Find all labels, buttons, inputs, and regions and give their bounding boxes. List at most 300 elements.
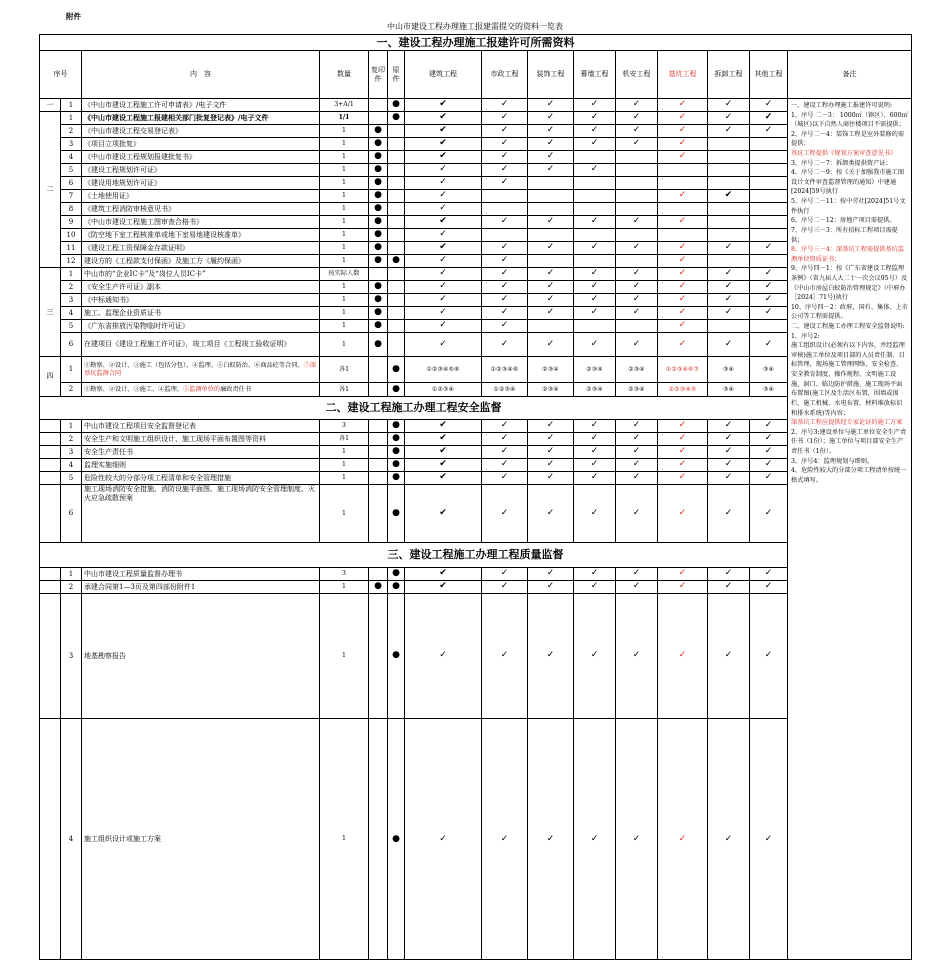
header-municipal: 市政工程 [482, 51, 528, 99]
curtain-check: ✓ [574, 420, 616, 433]
foundation-check: ✓ [658, 268, 708, 281]
curtain-check: ✓ [574, 333, 616, 357]
note-line: 2、序号3:建设单位与施工单位安全生产责任书（1份）；施工单位与项目部安全生产责任书（1份）。 [791, 428, 907, 455]
mechanical-check: ✓ [616, 99, 658, 112]
original-mark: ● [388, 472, 405, 485]
municipal-check: ✓ [482, 242, 528, 255]
other-check [750, 216, 788, 229]
curtain-check: ✓ [574, 446, 616, 459]
foundation-check: ✓ [658, 112, 708, 125]
curtain-check: ✓ [574, 281, 616, 294]
original-mark [388, 151, 405, 164]
header-curtain: 幕墙工程 [574, 51, 616, 99]
curtain-contracts: ②③④ [574, 383, 616, 397]
foundation-check: ✓ [658, 446, 708, 459]
row-number: 1 [61, 420, 82, 433]
foundation-check: ✓ [658, 320, 708, 333]
foundation-check: ✓ [658, 242, 708, 255]
building-check: ✔ [405, 472, 482, 485]
table-row [40, 333, 912, 357]
table-row [40, 581, 912, 594]
row-content: 施工、监理企业资质证书 [82, 307, 320, 320]
header-copy: 复印件 [369, 51, 388, 99]
decoration-check [528, 203, 574, 216]
original-mark [388, 190, 405, 203]
decoration-check: ✓ [528, 594, 574, 719]
table-row [40, 255, 912, 268]
original-mark [388, 268, 405, 281]
municipal-check: ✓ [482, 433, 528, 446]
copy-mark [369, 112, 388, 125]
group-number [40, 420, 61, 433]
curtain-check [574, 320, 616, 333]
other-check: ✓ [750, 307, 788, 320]
header-other: 其他工程 [750, 51, 788, 99]
municipal-check: ✓ [482, 307, 528, 320]
copy-mark: ● [369, 307, 388, 320]
mechanical-check: ✓ [616, 459, 658, 472]
mechanical-check [616, 190, 658, 203]
demolition-check: ✓ [708, 242, 750, 255]
row-number: 4 [61, 459, 82, 472]
original-mark: ● [388, 433, 405, 446]
mechanical-check: ✓ [616, 433, 658, 446]
mechanical-check: ✓ [616, 294, 658, 307]
other-check: ✓ [750, 459, 788, 472]
decoration-contracts: ②③④ [528, 357, 574, 383]
foundation-check: ✓ [658, 294, 708, 307]
demolition-check: ✓ [708, 268, 750, 281]
row-content [82, 357, 320, 383]
municipal-check: ✓ [482, 125, 528, 138]
row-number: 9 [61, 216, 82, 229]
building-check: ✓ [405, 229, 482, 242]
building-check: ✓ [405, 203, 482, 216]
decoration-check: ✓ [528, 472, 574, 485]
row-number: 5 [61, 472, 82, 485]
curtain-check: ✓ [574, 459, 616, 472]
municipal-check: ✓ [482, 719, 528, 960]
row-number: 6 [61, 485, 82, 543]
municipal-check: ✓ [482, 446, 528, 459]
foundation-check [658, 177, 708, 190]
group-number: 二 [40, 112, 61, 268]
table-row [40, 125, 912, 138]
building-check: ✔ [405, 151, 482, 164]
foundation-check: ✓ [658, 459, 708, 472]
mechanical-check: ✓ [616, 333, 658, 357]
attachment-label: 附件 [66, 12, 81, 21]
municipal-check: ✓ [482, 151, 528, 164]
header-remark: 备注 [788, 51, 912, 99]
other-check: ✓ [750, 581, 788, 594]
row-content: 地基勘察报告 [82, 594, 320, 719]
municipal-check: ✓ [482, 177, 528, 190]
curtain-check: ✓ [574, 138, 616, 151]
document-title: 中山市建设工程办理施工报建需提交的资料一览表 [387, 22, 563, 31]
row-content: 《安全生产许可证》副本 [82, 281, 320, 294]
row-number: 12 [61, 255, 82, 268]
original-mark [388, 320, 405, 333]
original-mark: ● [388, 459, 405, 472]
curtain-check [574, 177, 616, 190]
row-number: 3 [61, 594, 82, 719]
demolition-check [708, 177, 750, 190]
group-number [40, 472, 61, 485]
copy-mark [369, 433, 388, 446]
decoration-check: ✓ [528, 281, 574, 294]
decoration-check: ✓ [528, 459, 574, 472]
foundation-check: ✓ [658, 99, 708, 112]
building-check: ✔ [405, 420, 482, 433]
mechanical-check: ✓ [616, 594, 658, 719]
demolition-check [708, 151, 750, 164]
municipal-check: ✓ [482, 216, 528, 229]
row-quantity: 1 [320, 203, 369, 216]
curtain-check: ✓ [574, 125, 616, 138]
other-check [750, 177, 788, 190]
copy-mark [369, 268, 388, 281]
original-mark [388, 307, 405, 320]
building-check: ✓ [405, 177, 482, 190]
mechanical-check: ✓ [616, 216, 658, 229]
other-check: ✓ [750, 485, 788, 543]
curtain-check: ✓ [574, 294, 616, 307]
mechanical-check: ✓ [616, 307, 658, 320]
group-number: 三 [40, 268, 61, 357]
municipal-check [482, 229, 528, 242]
other-check: ✓ [750, 446, 788, 459]
mechanical-check [616, 177, 658, 190]
row-number: 2 [61, 125, 82, 138]
foundation-check: ✓ [658, 581, 708, 594]
demolition-check: ✓ [708, 594, 750, 719]
note-line: 一、建设工程办理施工报建许可说明: [791, 102, 893, 109]
group-number [40, 459, 61, 472]
other-check [750, 320, 788, 333]
demolition-check: ✓ [708, 472, 750, 485]
curtain-check [574, 255, 616, 268]
curtain-contracts: ②③④ [574, 357, 616, 383]
row-quantity: 1 [320, 281, 369, 294]
foundation-check [658, 164, 708, 177]
municipal-check: ✓ [482, 294, 528, 307]
demolition-contracts: ③④ [708, 383, 750, 397]
mechanical-check: ✓ [616, 268, 658, 281]
mechanical-check: ✓ [616, 446, 658, 459]
demolition-check: ✓ [708, 294, 750, 307]
row-number: 3 [61, 294, 82, 307]
table-row [40, 383, 912, 397]
other-check: ✓ [750, 420, 788, 433]
row-content: 《建筑工程消防审核意见书》 [82, 203, 320, 216]
original-mark [388, 281, 405, 294]
mechanical-check [616, 320, 658, 333]
table-row [40, 485, 912, 543]
original-mark: ● [388, 485, 405, 543]
other-check [750, 164, 788, 177]
decoration-contracts: ②③④ [528, 383, 574, 397]
mechanical-check: ✓ [616, 420, 658, 433]
building-check: ✔ [405, 112, 482, 125]
building-check: ✓ [405, 268, 482, 281]
foundation-check: ✓ [658, 472, 708, 485]
copy-mark: ● [369, 203, 388, 216]
foundation-check: ✓ [658, 190, 708, 203]
header-orig: 原件 [388, 51, 405, 99]
row-quantity: 1 [320, 164, 369, 177]
copy-mark [369, 357, 388, 383]
decoration-check: ✓ [528, 242, 574, 255]
note-line: 二、建设工程施工办理工程安全监督说明: [791, 323, 905, 331]
demolition-check [708, 229, 750, 242]
header-decoration: 装饰工程 [528, 51, 574, 99]
copy-mark: ● [369, 294, 388, 307]
decoration-check: ✓ [528, 216, 574, 229]
row-quantity: 1 [320, 446, 369, 459]
row-number: 7 [61, 190, 82, 203]
row-number: 5 [61, 164, 82, 177]
other-check: ✓ [750, 472, 788, 485]
other-check: ✓ [750, 594, 788, 719]
municipal-check: ✓ [482, 581, 528, 594]
row-content: 《广东省排放污染物临时许可证》 [82, 320, 320, 333]
decoration-check [528, 255, 574, 268]
table-row [40, 472, 912, 485]
row-content: 建设方的《工程款支付保函》及施工方《履约保函》 [82, 255, 320, 268]
copy-mark [369, 472, 388, 485]
row-content: 在建项目《建设工程施工许可证》，竣工项目《工程竣工验收证明》 [82, 333, 320, 357]
row-quantity: 3+A/1 [320, 99, 369, 112]
foundation-check: ✓ [658, 307, 708, 320]
row-quantity: 1 [320, 459, 369, 472]
decoration-check: ✓ [528, 99, 574, 112]
row-content: 《项目立项批复》 [82, 138, 320, 151]
foundation-check: ✓ [658, 216, 708, 229]
foundation-contracts: ①②③④⑥⑦ [658, 357, 708, 383]
row-number: 8 [61, 203, 82, 216]
row-content: 《建设工程工资保障金存款证明》 [82, 242, 320, 255]
decoration-check [528, 229, 574, 242]
row-content-red: ⑦深基坑监测合同 [84, 361, 317, 377]
building-check: ✓ [405, 307, 482, 320]
row-quantity: 1 [320, 177, 369, 190]
municipal-check: ✓ [482, 320, 528, 333]
original-mark: ● [388, 383, 405, 397]
row-content: 《中山市建设工程施工许可申请表》/电子文件 [82, 99, 320, 112]
row-quantity: 1 [320, 485, 369, 543]
table-row [40, 357, 912, 383]
copy-mark [369, 719, 388, 960]
municipal-check: ✓ [482, 333, 528, 357]
building-contracts: ①②③④⑤⑥ [405, 357, 482, 383]
municipal-contracts: ①②③④ [482, 383, 528, 397]
row-number: 1 [61, 112, 82, 125]
original-mark: ● [388, 112, 405, 125]
note-line: 5、序号二－11：按中劳社[2024]51号文件执行 [791, 198, 906, 215]
table-row [40, 294, 912, 307]
mechanical-check: ✓ [616, 242, 658, 255]
other-check: ✓ [750, 268, 788, 281]
mechanical-contracts: ②③④ [616, 357, 658, 383]
demolition-check: ✓ [708, 420, 750, 433]
municipal-check: ✓ [482, 472, 528, 485]
decoration-check: ✓ [528, 138, 574, 151]
row-content: 《中山市建设工程规划报建批复书》 [82, 151, 320, 164]
table-row [40, 459, 912, 472]
header-qty: 数量 [320, 51, 369, 99]
decoration-check: ✓ [528, 112, 574, 125]
municipal-check: ✓ [482, 268, 528, 281]
decoration-check [528, 177, 574, 190]
row-number: 6 [61, 333, 82, 357]
row-number: 2 [61, 383, 82, 397]
note-line: 深基坑工程应提供经专家论证的施工方案 [791, 419, 903, 427]
decoration-check: ✓ [528, 333, 574, 357]
copy-mark [369, 99, 388, 112]
header-building: 建筑工程 [405, 51, 482, 99]
row-number: 1 [61, 357, 82, 383]
note-line: 基坑工程提供《规划方案审查意见书》 [791, 150, 897, 158]
demolition-check: ✔ [708, 190, 750, 203]
table-row [40, 190, 912, 203]
row-number: 2 [61, 281, 82, 294]
row-content: 中山市的“企业IC卡”及“岗位人员IC卡” [82, 268, 320, 281]
row-content-part: ①勘察、②设计、③施工、④监理、 [84, 385, 183, 393]
row-number: 4 [61, 719, 82, 960]
row-quantity: 1 [320, 307, 369, 320]
municipal-check: ✓ [482, 112, 528, 125]
curtain-check: ✓ [574, 164, 616, 177]
group-number [40, 581, 61, 594]
row-quantity: 1 [320, 472, 369, 485]
copy-mark: ● [369, 151, 388, 164]
note-line: 3、序号4：监理规划与细则。 [791, 457, 874, 465]
curtain-check: ✓ [574, 719, 616, 960]
note-line: 3、序号二－7：拆卸类提供资产证； [791, 159, 892, 167]
curtain-check [574, 203, 616, 216]
original-mark: ● [388, 99, 405, 112]
building-check: ✔ [405, 99, 482, 112]
foundation-check: ✓ [658, 433, 708, 446]
row-quantity: 3 [320, 420, 369, 433]
other-check: ✓ [750, 294, 788, 307]
demolition-check: ✓ [708, 581, 750, 594]
foundation-check: ✓ [658, 719, 708, 960]
row-content: 承建合同第1—3页及第四部份附件1 [82, 581, 320, 594]
group-number: 一 [40, 99, 61, 112]
curtain-check: ✓ [574, 568, 616, 581]
copy-mark: ● [369, 177, 388, 190]
row-number: 2 [61, 433, 82, 446]
note-line: 施工组织设计(必须有以下内容，并经监理审核)施工单位及项目部的人员责任制、目标管理、现场施工管理网络、安全检查、安全教育制度、操作规程、文明施工设施、洞口、临边防护措施、施工现场平面布置图(施工区及生活区布置，围墙或围栏、施工机械、水电布置，材料堆放标识和排水系统)等内容； [791, 342, 905, 417]
decoration-check: ✓ [528, 581, 574, 594]
row-content: 安全生产责任书 [82, 446, 320, 459]
curtain-check: ✓ [574, 99, 616, 112]
demolition-check: ✓ [708, 281, 750, 294]
row-quantity: 1 [320, 229, 369, 242]
foundation-check: ✓ [658, 125, 708, 138]
remarks-notes [788, 99, 912, 960]
row-content: 《建设用地规划许可证》 [82, 177, 320, 190]
row-content: 《中标通知书》 [82, 294, 320, 307]
copy-mark [369, 420, 388, 433]
demolition-check: ✓ [708, 568, 750, 581]
original-mark [388, 333, 405, 357]
note-line: 8、序号三－4：深基坑工程需提供基坑监测单位资质证书； [791, 246, 905, 263]
note-line: 7、序号三－3：所有招标工程项目需提供； [791, 226, 898, 244]
row-number: 6 [61, 177, 82, 190]
building-check: ✓ [405, 164, 482, 177]
curtain-check [574, 190, 616, 203]
municipal-check: ✓ [482, 138, 528, 151]
table-row [40, 164, 912, 177]
decoration-check: ✓ [528, 151, 574, 164]
row-content: 《防空地下室工程核准单或地下室易地建设核准单》 [82, 229, 320, 242]
mechanical-check: ✓ [616, 112, 658, 125]
foundation-check [658, 203, 708, 216]
curtain-check: ✓ [574, 594, 616, 719]
row-quantity: 1 [320, 255, 369, 268]
row-quantity: 各1 [320, 433, 369, 446]
other-check [750, 151, 788, 164]
demolition-check: ✓ [708, 433, 750, 446]
group-number [40, 433, 61, 446]
municipal-check: ✓ [482, 255, 528, 268]
row-content: 安全生产和文明施工组织设计、施工现场平面布置图等资料 [82, 433, 320, 446]
demolition-check: ✓ [708, 459, 750, 472]
copy-mark [369, 485, 388, 543]
other-check: ✓ [750, 125, 788, 138]
building-check: ✓ [405, 320, 482, 333]
copy-mark: ● [369, 125, 388, 138]
foundation-check: ✓ [658, 138, 708, 151]
row-number: 4 [61, 307, 82, 320]
row-quantity: 1 [320, 320, 369, 333]
decoration-check: ✓ [528, 307, 574, 320]
row-content: 《建设工程规划许可证》 [82, 164, 320, 177]
decoration-check: ✓ [528, 268, 574, 281]
section-title-3: 三、建设工程施工办理工程质量监督 [40, 543, 912, 568]
demolition-check: ✓ [708, 446, 750, 459]
row-content: 《中山市建设工程施工图审查合格书》 [82, 216, 320, 229]
note-line: 1、序号2: [791, 332, 820, 340]
row-quantity: 1 [320, 242, 369, 255]
table-row [40, 446, 912, 459]
copy-mark: ● [369, 320, 388, 333]
demolition-check [708, 138, 750, 151]
section-title-2: 二、建设工程施工办理工程安全监督 [40, 397, 788, 420]
municipal-check: ✓ [482, 164, 528, 177]
other-check: ✓ [750, 112, 788, 125]
row-quantity: 1 [320, 719, 369, 960]
decoration-check: ✓ [528, 568, 574, 581]
group-number [40, 594, 61, 719]
foundation-check: ✓ [658, 281, 708, 294]
municipal-check [482, 203, 528, 216]
row-number: 1 [61, 568, 82, 581]
row-quantity: 按实际人数 [320, 268, 369, 281]
table-row [40, 229, 912, 242]
row-number: 1 [61, 99, 82, 112]
demolition-check [708, 255, 750, 268]
municipal-check: ✓ [482, 99, 528, 112]
building-check: ✔ [405, 485, 482, 543]
row-number: 5 [61, 320, 82, 333]
decoration-check: ✓ [528, 420, 574, 433]
row-quantity: 1 [320, 151, 369, 164]
curtain-check: ✓ [574, 216, 616, 229]
